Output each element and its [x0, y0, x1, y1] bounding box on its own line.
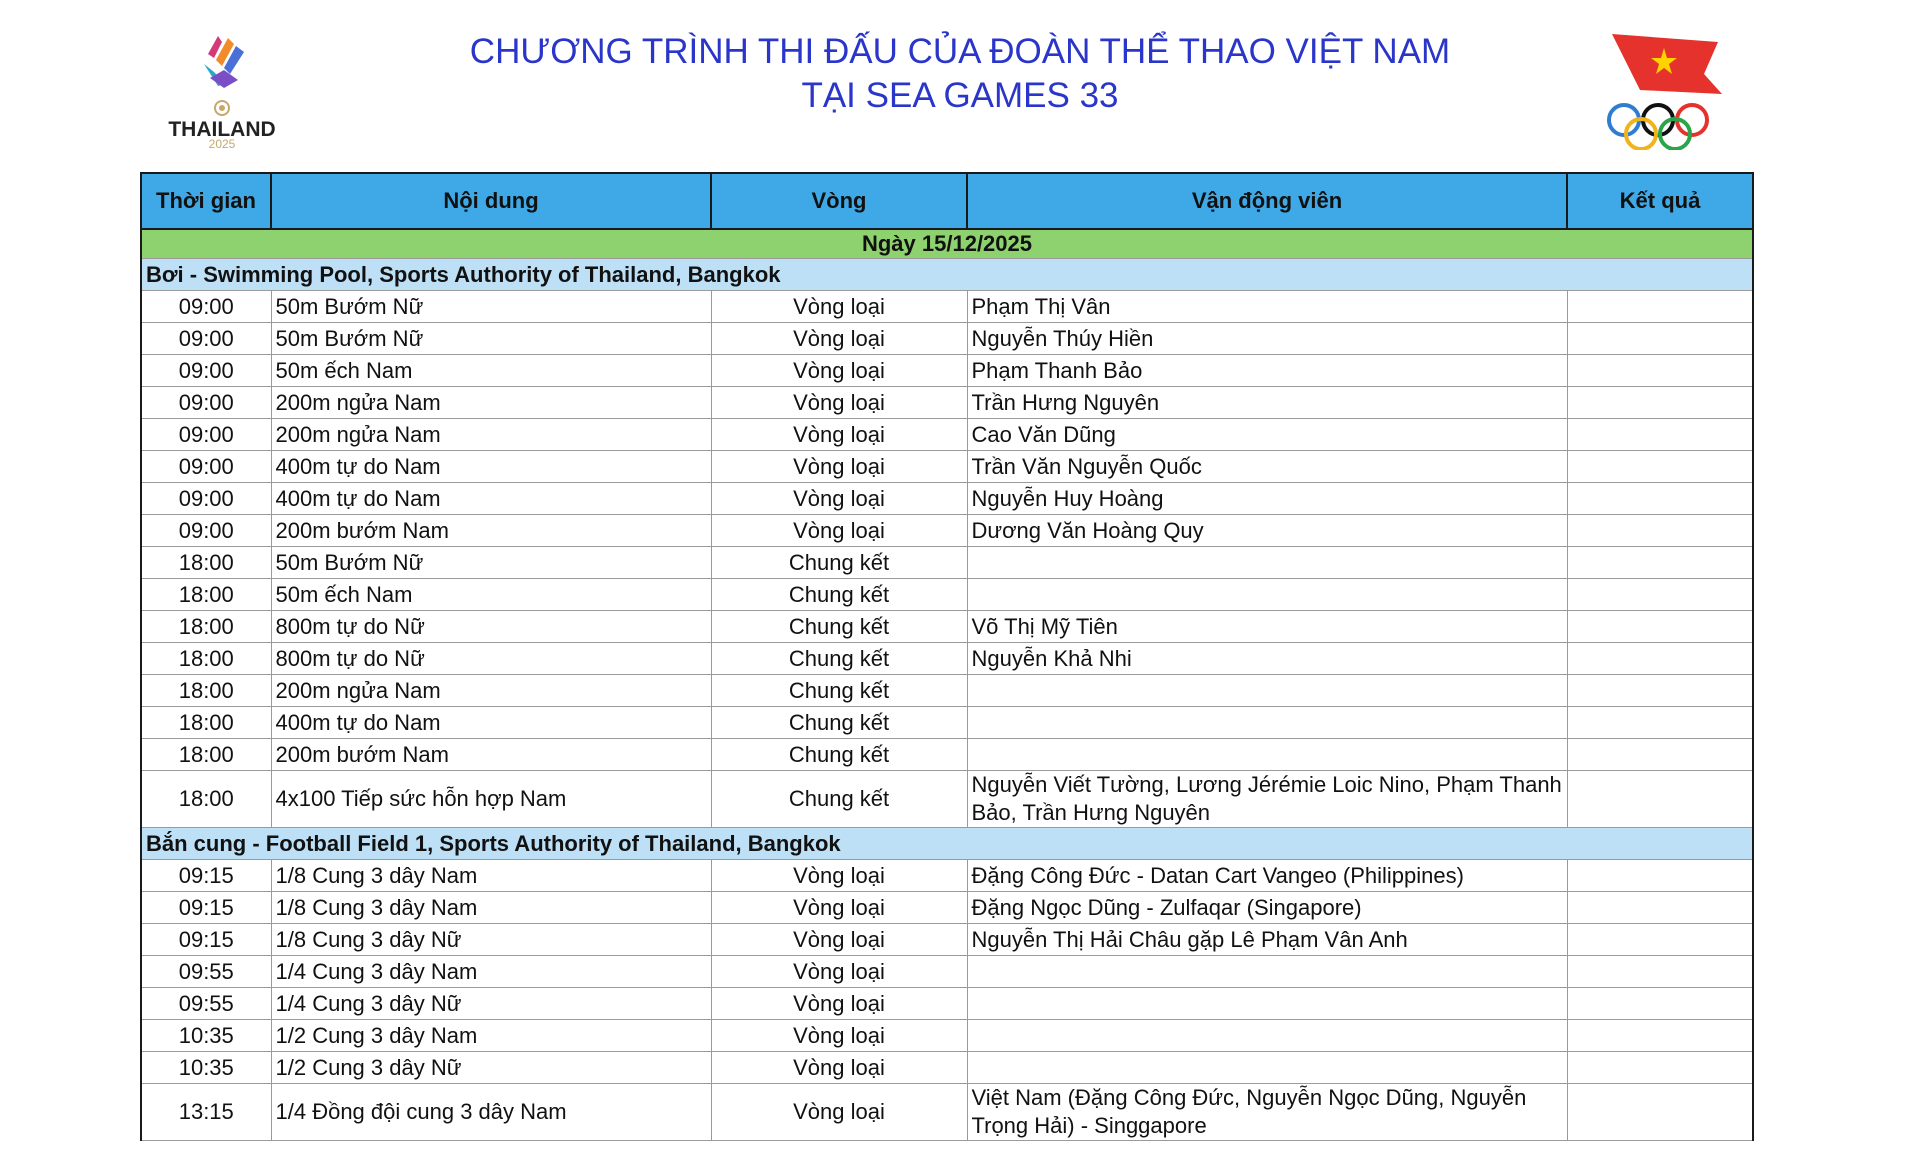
result-cell — [1567, 771, 1753, 828]
athletes-cell: Nguyễn Thúy Hiền — [967, 323, 1567, 355]
event-cell: 400m tự do Nam — [271, 451, 711, 483]
event-cell: 1/2 Cung 3 dây Nữ — [271, 1052, 711, 1084]
result-cell — [1567, 515, 1753, 547]
result-cell — [1567, 739, 1753, 771]
svg-text:THAILAND: THAILAND — [168, 118, 276, 141]
table-row — [141, 291, 1753, 323]
event-cell: 200m ngửa Nam — [271, 387, 711, 419]
result-cell — [1567, 924, 1753, 956]
athletes-cell — [967, 1020, 1567, 1052]
time-cell: 09:00 — [141, 419, 271, 451]
table-row — [141, 323, 1753, 355]
result-cell — [1567, 387, 1753, 419]
table-row — [141, 860, 1753, 892]
round-cell: Vòng loại — [711, 323, 967, 355]
round-cell: Chung kết — [711, 579, 967, 611]
time-cell: 18:00 — [141, 771, 271, 828]
table-row — [141, 988, 1753, 1020]
result-cell — [1567, 707, 1753, 739]
event-cell: 800m tự do Nữ — [271, 611, 711, 643]
athletes-cell: Phạm Thị Vân — [967, 291, 1567, 323]
athletes-cell: Nguyễn Viết Tường, Lương Jérémie Loic Nino, Phạm Thanh Bảo, Trần Hưng Nguyên — [967, 771, 1567, 828]
athletes-cell — [967, 675, 1567, 707]
time-cell: 18:00 — [141, 739, 271, 771]
round-cell: Vòng loại — [711, 860, 967, 892]
event-cell: 50m Bướm Nữ — [271, 323, 711, 355]
round-cell: Vòng loại — [711, 1020, 967, 1052]
schedule-table — [140, 172, 1754, 1141]
sea-games-logo — [160, 28, 290, 148]
athletes-cell — [967, 547, 1567, 579]
table-row — [141, 643, 1753, 675]
event-cell: 1/8 Cung 3 dây Nữ — [271, 924, 711, 956]
time-cell: 09:00 — [141, 291, 271, 323]
result-cell — [1567, 1084, 1753, 1141]
round-cell: Vòng loại — [711, 355, 967, 387]
event-cell: 1/2 Cung 3 dây Nam — [271, 1020, 711, 1052]
round-cell: Vòng loại — [711, 924, 967, 956]
athletes-cell — [967, 579, 1567, 611]
table-header-row — [141, 173, 1753, 229]
event-cell: 4x100 Tiếp sức hỗn hợp Nam — [271, 771, 711, 828]
column-header-result: Kết quả — [1567, 173, 1753, 229]
time-cell: 18:00 — [141, 707, 271, 739]
time-cell: 10:35 — [141, 1052, 271, 1084]
result-cell — [1567, 547, 1753, 579]
result-cell — [1567, 1052, 1753, 1084]
athletes-cell — [967, 988, 1567, 1020]
venue-label: Bắn cung - Football Field 1, Sports Authority of Thailand, Bangkok — [141, 828, 1753, 860]
date-row — [141, 229, 1753, 259]
table-row — [141, 924, 1753, 956]
result-cell — [1567, 451, 1753, 483]
event-cell: 400m tự do Nam — [271, 483, 711, 515]
round-cell: Chung kết — [711, 739, 967, 771]
round-cell: Vòng loại — [711, 956, 967, 988]
athletes-cell: Võ Thị Mỹ Tiên — [967, 611, 1567, 643]
time-cell: 18:00 — [141, 611, 271, 643]
athletes-cell: Nguyễn Thị Hải Châu gặp Lê Phạm Vân Anh — [967, 924, 1567, 956]
result-cell — [1567, 988, 1753, 1020]
table-row — [141, 451, 1753, 483]
result-cell — [1567, 483, 1753, 515]
time-cell: 09:15 — [141, 892, 271, 924]
time-cell: 09:55 — [141, 956, 271, 988]
event-cell: 1/4 Đồng đội cung 3 dây Nam — [271, 1084, 711, 1141]
athletes-cell: Trần Văn Nguyễn Quốc — [967, 451, 1567, 483]
round-cell: Vòng loại — [711, 387, 967, 419]
table-row — [141, 707, 1753, 739]
time-cell: 10:35 — [141, 1020, 271, 1052]
round-cell: Chung kết — [711, 771, 967, 828]
time-cell: 13:15 — [141, 1084, 271, 1141]
column-header-event: Nội dung — [271, 173, 711, 229]
table-row — [141, 739, 1753, 771]
round-cell: Vòng loại — [711, 1052, 967, 1084]
table-row — [141, 483, 1753, 515]
result-cell — [1567, 291, 1753, 323]
round-cell: Vòng loại — [711, 291, 967, 323]
table-row — [141, 355, 1753, 387]
title-line-2: TẠI SEA GAMES 33 — [801, 76, 1119, 115]
result-cell — [1567, 643, 1753, 675]
event-cell: 1/4 Cung 3 dây Nam — [271, 956, 711, 988]
athletes-cell: Đặng Ngọc Dũng - Zulfaqar (Singapore) — [967, 892, 1567, 924]
result-cell — [1567, 579, 1753, 611]
result-cell — [1567, 1020, 1753, 1052]
result-cell — [1567, 675, 1753, 707]
round-cell: Vòng loại — [711, 1084, 967, 1141]
event-cell: 1/4 Cung 3 dây Nữ — [271, 988, 711, 1020]
result-cell — [1567, 355, 1753, 387]
athletes-cell — [967, 1052, 1567, 1084]
round-cell: Chung kết — [711, 707, 967, 739]
event-cell: 200m bướm Nam — [271, 515, 711, 547]
round-cell: Vòng loại — [711, 988, 967, 1020]
table-row — [141, 771, 1753, 828]
round-cell: Vòng loại — [711, 419, 967, 451]
column-header-time: Thời gian — [141, 173, 271, 229]
time-cell: 18:00 — [141, 579, 271, 611]
event-cell: 200m ngửa Nam — [271, 675, 711, 707]
round-cell: Vòng loại — [711, 483, 967, 515]
round-cell: Vòng loại — [711, 515, 967, 547]
event-cell: 1/8 Cung 3 dây Nam — [271, 860, 711, 892]
table-row — [141, 1052, 1753, 1084]
result-cell — [1567, 860, 1753, 892]
time-cell: 09:00 — [141, 323, 271, 355]
round-cell: Chung kết — [711, 611, 967, 643]
athletes-cell: Trần Hưng Nguyên — [967, 387, 1567, 419]
time-cell: 09:15 — [141, 860, 271, 892]
athletes-cell: Cao Văn Dũng — [967, 419, 1567, 451]
athletes-cell — [967, 707, 1567, 739]
table-row — [141, 419, 1753, 451]
time-cell: 18:00 — [141, 643, 271, 675]
venue-label: Bơi - Swimming Pool, Sports Authority of Thailand, Bangkok — [141, 259, 1753, 291]
athletes-cell: Nguyễn Khả Nhi — [967, 643, 1567, 675]
event-cell: 200m ngửa Nam — [271, 419, 711, 451]
athletes-cell: Việt Nam (Đặng Công Đức, Nguyễn Ngọc Dũng, Nguyễn Trọng Hải) - Singgapore — [967, 1084, 1567, 1141]
time-cell: 09:00 — [141, 451, 271, 483]
result-cell — [1567, 611, 1753, 643]
result-cell — [1567, 323, 1753, 355]
time-cell: 09:00 — [141, 387, 271, 419]
time-cell: 18:00 — [141, 675, 271, 707]
table-row — [141, 1020, 1753, 1052]
table-row — [141, 611, 1753, 643]
athletes-cell: Nguyễn Huy Hoàng — [967, 483, 1567, 515]
athletes-cell — [967, 956, 1567, 988]
event-cell: 50m Bướm Nữ — [271, 291, 711, 323]
time-cell: 09:15 — [141, 924, 271, 956]
title-line-1: CHƯƠNG TRÌNH THI ĐẤU CỦA ĐOÀN THỂ THAO VIỆT NAM — [469, 32, 1451, 71]
athletes-cell: Phạm Thanh Bảo — [967, 355, 1567, 387]
venue-row — [141, 259, 1753, 291]
table-row — [141, 547, 1753, 579]
athletes-cell — [967, 739, 1567, 771]
table-row — [141, 1084, 1753, 1141]
table-row — [141, 515, 1753, 547]
table-row — [141, 387, 1753, 419]
venue-row — [141, 828, 1753, 860]
time-cell: 18:00 — [141, 547, 271, 579]
svg-text:2025: 2025 — [208, 137, 236, 148]
vietnam-olympic-logo — [1600, 30, 1730, 150]
event-cell: 1/8 Cung 3 dây Nam — [271, 892, 711, 924]
time-cell: 09:00 — [141, 355, 271, 387]
column-header-athletes: Vận động viên — [967, 173, 1567, 229]
table-row — [141, 675, 1753, 707]
round-cell: Chung kết — [711, 547, 967, 579]
event-cell: 800m tự do Nữ — [271, 643, 711, 675]
event-cell: 50m ếch Nam — [271, 355, 711, 387]
event-cell: 50m Bướm Nữ — [271, 547, 711, 579]
table-row — [141, 579, 1753, 611]
event-cell: 50m ếch Nam — [271, 579, 711, 611]
time-cell: 09:00 — [141, 515, 271, 547]
result-cell — [1567, 419, 1753, 451]
round-cell: Vòng loại — [711, 451, 967, 483]
round-cell: Chung kết — [711, 675, 967, 707]
olympic-flag-icon — [1600, 30, 1730, 150]
result-cell — [1567, 956, 1753, 988]
athletes-cell: Đặng Công Đức - Datan Cart Vangeo (Philippines) — [967, 860, 1567, 892]
time-cell: 09:00 — [141, 483, 271, 515]
sea-games-emblem-icon — [160, 28, 290, 148]
event-cell: 200m bướm Nam — [271, 739, 711, 771]
round-cell: Vòng loại — [711, 892, 967, 924]
column-header-round: Vòng — [711, 173, 967, 229]
table-row — [141, 892, 1753, 924]
result-cell — [1567, 892, 1753, 924]
athletes-cell: Dương Văn Hoàng Quy — [967, 515, 1567, 547]
time-cell: 09:55 — [141, 988, 271, 1020]
date-label: Ngày 15/12/2025 — [141, 229, 1753, 259]
table-row — [141, 956, 1753, 988]
event-cell: 400m tự do Nam — [271, 707, 711, 739]
round-cell: Chung kết — [711, 643, 967, 675]
